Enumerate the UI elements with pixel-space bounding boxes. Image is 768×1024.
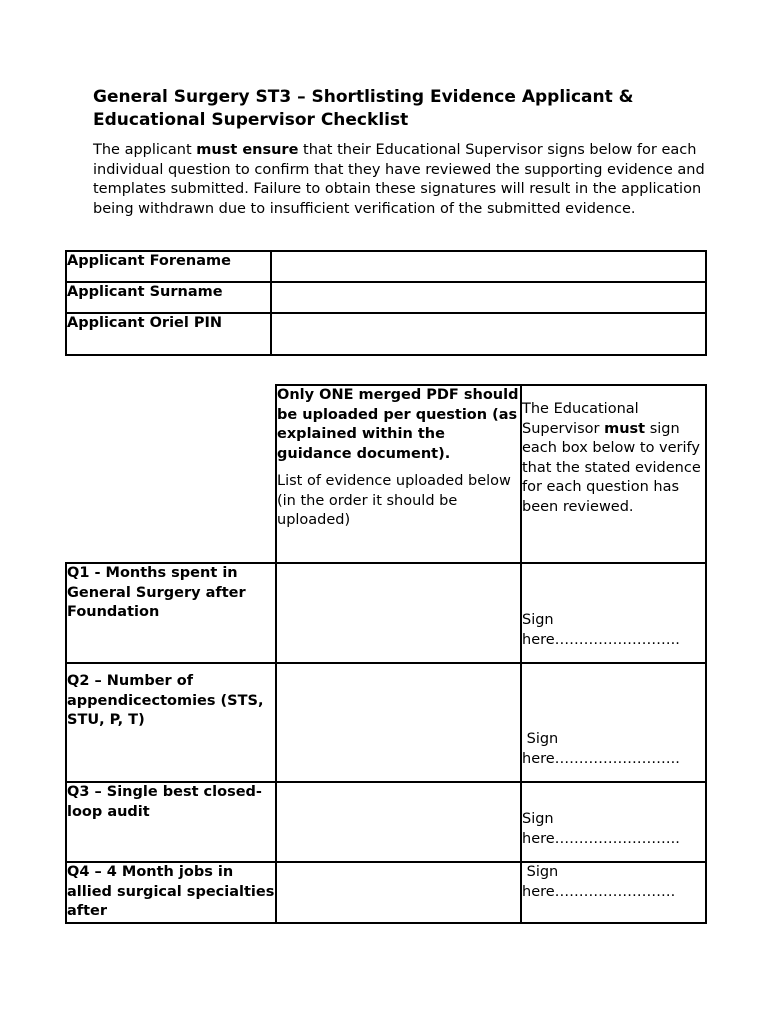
question-label: Q3 – Single best closed-loop audit	[66, 782, 276, 862]
table-row	[66, 663, 706, 782]
intro-text-start: The applicant	[93, 142, 197, 158]
pin-row	[66, 313, 706, 355]
question-label: Q4 – 4 Month jobs in allied surgical specialties after	[66, 862, 276, 923]
evidence-header-row	[66, 385, 706, 563]
question-label: Q1 - Months spent in General Surgery after Foundation	[66, 563, 276, 663]
signature-cell[interactable]	[521, 782, 706, 862]
blank-header-cell	[66, 385, 276, 563]
sign-here-text: Sign here…………………….	[522, 864, 676, 900]
forename-field[interactable]	[271, 251, 706, 282]
page-title: General Surgery ST3 – Shortlisting Evidence Applicant & Educational Supervisor Checklist	[93, 87, 634, 130]
upload-note: Only ONE merged PDF should be uploaded per question (as explained within the guidance document).	[277, 387, 519, 462]
signature-cell[interactable]	[521, 663, 706, 782]
supervisor-header-cell	[521, 385, 706, 563]
supervisor-instruction-end: sign each box below to verify that the stated evidence for each question has been reviewed.	[522, 420, 701, 515]
evidence-cell[interactable]	[276, 563, 521, 663]
surname-row	[66, 282, 706, 313]
evidence-table	[65, 384, 707, 924]
evidence-list-note: List of evidence uploaded below (in the order it should be uploaded)	[277, 473, 511, 528]
supervisor-instruction-start: The Educational Supervisor	[522, 401, 639, 437]
pin-label: Applicant Oriel PIN	[66, 313, 271, 355]
sign-here-text: Sign here……………………..	[522, 612, 680, 648]
evidence-cell[interactable]	[276, 862, 521, 923]
table-row	[66, 563, 706, 663]
sign-here-text: Sign here……………………..	[522, 731, 680, 767]
evidence-cell[interactable]	[276, 782, 521, 862]
signature-cell[interactable]	[521, 563, 706, 663]
supervisor-instruction	[522, 386, 705, 517]
intro-paragraph	[93, 141, 713, 219]
surname-label: Applicant Surname	[66, 282, 271, 313]
intro-emphasis: must ensure	[196, 142, 299, 158]
evidence-cell[interactable]	[276, 663, 521, 782]
surname-field[interactable]	[271, 282, 706, 313]
pin-field[interactable]	[271, 313, 706, 355]
forename-label: Applicant Forename	[66, 251, 271, 282]
supervisor-emphasis: must	[604, 420, 646, 437]
forename-row	[66, 251, 706, 282]
question-label: Q2 – Number of appendicectomies (STS, STU, P, T)	[66, 663, 276, 782]
applicant-details-table	[65, 250, 707, 356]
table-row	[66, 782, 706, 862]
intro-text-end: that their Educational Supervisor signs below for each individual question to confirm that they have reviewed the supporting evidence and templates submitted. Failure to obtain these signatures will result in the application being withdrawn due to insufficient verification of the submitted evidence.	[93, 142, 705, 217]
evidence-header-cell	[276, 385, 521, 563]
table-row	[66, 862, 706, 923]
sign-here-text: Sign here……………………..	[522, 811, 680, 847]
signature-cell[interactable]	[521, 862, 706, 923]
